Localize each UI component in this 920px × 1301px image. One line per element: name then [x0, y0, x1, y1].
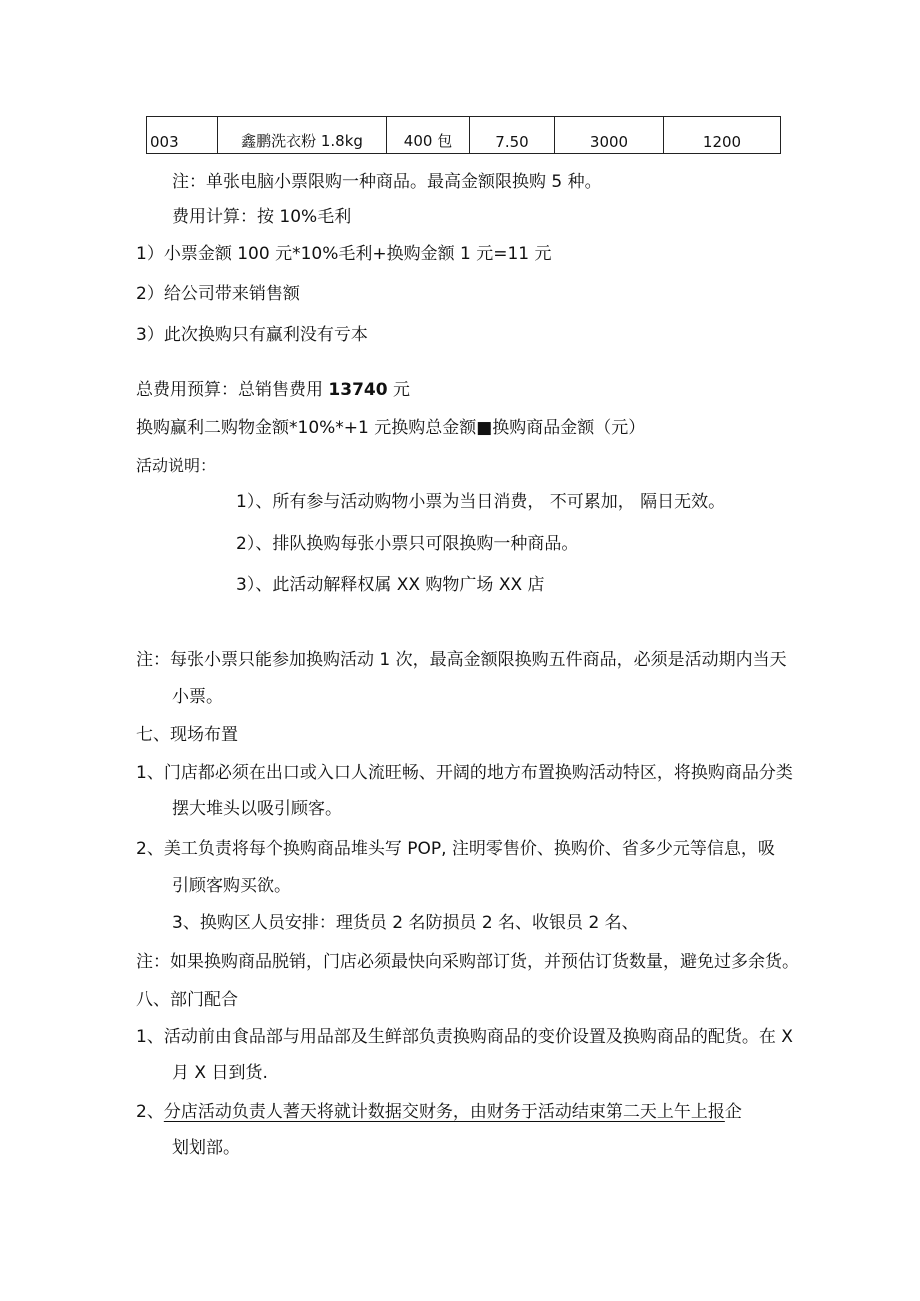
section-7-item-3: 3、换购区人员安排：理货员 2 名防损员 2 名、收银员 2 名、 [172, 913, 639, 933]
table-row [147, 117, 781, 154]
note-out-of-stock: 注：如果换购商品脱销，门店必须最快向采购部订货，并预估订货数量，避免过多余货。 [136, 952, 799, 972]
section-8-item-2-number: 2、 [136, 1102, 164, 1122]
table-cell-amount: 3000 [555, 117, 664, 154]
section-7-item-1-cont: 摆大堆头以吸引顾客。 [172, 799, 342, 819]
calc-item-2: 2）给公司带来销售额 [136, 284, 300, 304]
profit-formula: 换购赢利二购物金额*10%*+1 元换购总金额■换购商品金额（元） [136, 418, 646, 438]
calc-item-1: 1）小票金额 100 元*10%毛利+换购金额 1 元=11 元 [136, 244, 552, 264]
budget-prefix: 总费用预算：总销售费用 [136, 380, 329, 400]
section-8-item-2-text: 分店活动负责人蓍天将就计数据交财务，由财务于活动结束第二天上午上报 [163, 1102, 725, 1122]
budget-line [136, 378, 410, 402]
activity-item-3: 3）、此活动解释权属 XX 购物广场 XX 店 [236, 575, 545, 595]
section-7-item-2-cont: 引顾客购买欲。 [172, 876, 291, 896]
table-cell-price: 7.50 [470, 117, 555, 154]
goods-table [146, 116, 781, 154]
section-7-item-1: 1、门店都必须在出口或入口人流旺畅、开阔的地方布置换购活动特区，将换购商品分类 [136, 763, 793, 783]
activity-title: 活动说明： [136, 456, 217, 475]
table-cell-code: 003 [147, 117, 218, 154]
section-8-item-2-tail: 企 [724, 1102, 742, 1122]
activity-item-2: 2）、排队换购每张小票只可限换购一种商品。 [236, 534, 579, 554]
calc-item-3: 3）此次换购只有赢利没有亏本 [136, 325, 368, 345]
section-7-item-2: 2、美工负责将每个换购商品堆头写 POP, 注明零售价、换购价、省多少元等信息，吸 [136, 839, 775, 859]
note-each-ticket-cont: 小票。 [172, 687, 223, 707]
section-8-item-2-cont: 划划部。 [172, 1138, 240, 1158]
activity-item-1: 1）、所有参与活动购物小票为当日消费， 不可累加， 隔日无效。 [236, 492, 726, 512]
note-single-ticket: 注：单张电脑小票限购一种商品。最高金额限换购 5 种。 [172, 172, 602, 192]
note-each-ticket: 注：每张小票只能参加换购活动 1 次，最高金额限换购五件商品，必须是活动期内当天 [136, 650, 787, 670]
section-8-item-1: 1、活动前由食品部与用品部及生鲜部负责换购商品的变价设置及换购商品的配货。在 X [136, 1027, 793, 1047]
table-cell-name: 鑫鹏洗衣粉 1.8kg [218, 117, 387, 154]
budget-suffix: 元 [387, 380, 410, 400]
table-cell-quantity: 400 包 [387, 117, 470, 154]
section-8-item-2 [136, 1100, 742, 1124]
section-8-item-1-cont: 月 X 日到货. [172, 1063, 268, 1083]
section-8-heading: 八、部门配合 [136, 990, 238, 1010]
table-cell-profit: 1200 [664, 117, 781, 154]
budget-value: 13740 [328, 380, 388, 400]
section-7-heading: 七、现场布置 [136, 725, 238, 745]
fee-calc-heading: 费用计算：按 10%毛利 [172, 207, 352, 227]
